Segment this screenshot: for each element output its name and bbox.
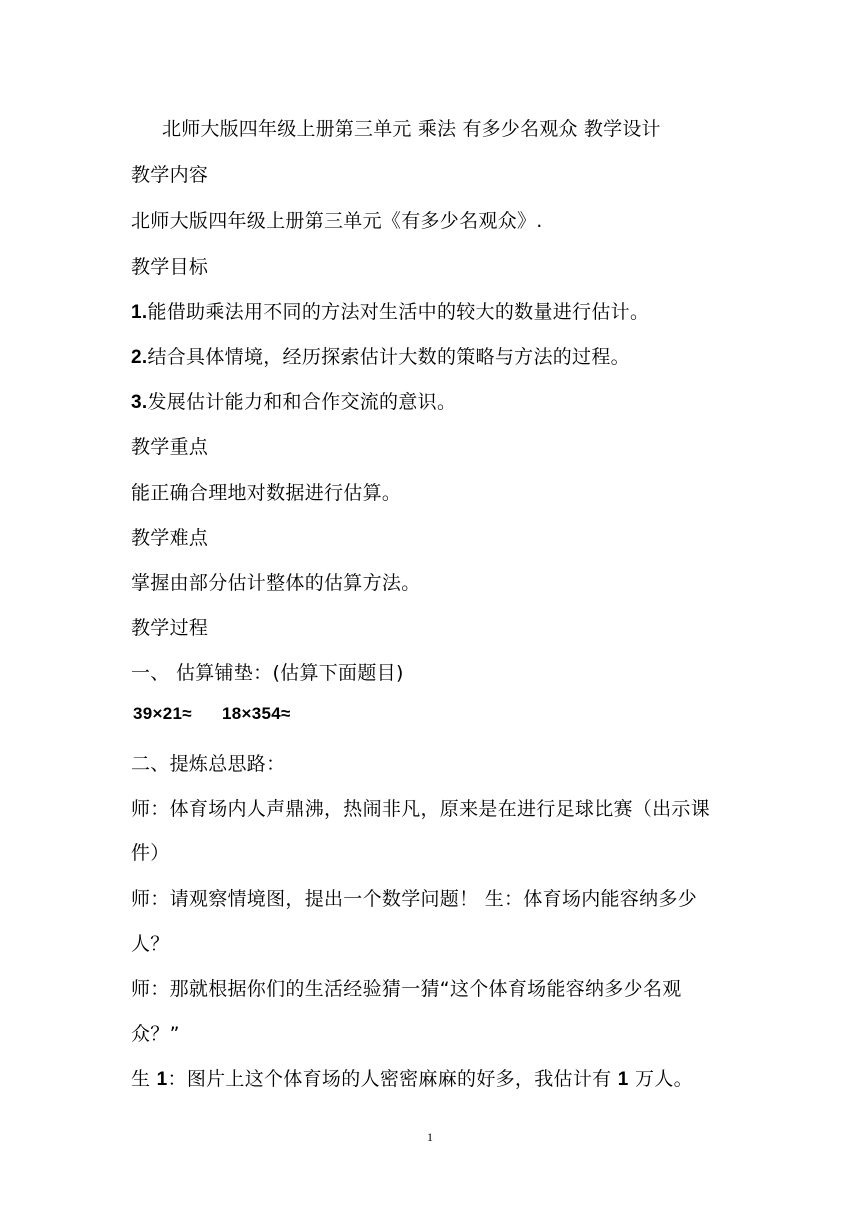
estimate-number: 1 bbox=[617, 1069, 629, 1090]
goal-item bbox=[131, 387, 456, 414]
dialogue-text: 万人。 bbox=[628, 1068, 693, 1090]
page-number: 1 bbox=[427, 1130, 433, 1144]
content-text: 北师大版四年级上册第三单元《有多少名观众》. bbox=[131, 210, 543, 232]
speaker-label: 生 bbox=[131, 1068, 157, 1090]
dialogue-line bbox=[131, 1064, 693, 1091]
section-heading-goals: 教学目标 bbox=[131, 256, 209, 278]
goal-number: 2. bbox=[131, 347, 148, 368]
goal-text: 结合具体情境，经历探索估计大数的策略与方法的过程。 bbox=[147, 346, 630, 368]
key-text: 能正确合理地对数据进行估算。 bbox=[131, 482, 402, 504]
goal-number: 1. bbox=[131, 302, 148, 323]
dialogue-line: 人？ bbox=[131, 933, 170, 955]
section-heading-key: 教学重点 bbox=[131, 436, 209, 458]
goal-item bbox=[131, 342, 630, 369]
dialogue-line: 师：那就根据你们的生活经验猜一猜“这个体育场能容纳多少名观 bbox=[131, 978, 682, 1000]
dialogue-line: 件） bbox=[131, 842, 170, 864]
difficulty-text: 掌握由部分估计整体的估算方法。 bbox=[131, 572, 421, 594]
dialogue-line: 众？” bbox=[131, 1023, 180, 1045]
goal-number: 3. bbox=[131, 392, 148, 413]
section-heading-content: 教学内容 bbox=[131, 164, 209, 186]
estimation-expression: 18×354≈ bbox=[222, 704, 291, 723]
document-title: 北师大版四年级上册第三单元 乘法 有多少名观众 教学设计 bbox=[162, 118, 661, 140]
estimation-expression: 39×21≈ bbox=[133, 704, 192, 723]
goal-text: 发展估计能力和和合作交流的意识。 bbox=[147, 391, 457, 413]
dialogue-line: 师：体育场内人声鼎沸，热闹非凡，原来是在进行足球比赛（出示课 bbox=[131, 798, 711, 820]
step-two: 二、提炼总思路： bbox=[131, 753, 286, 775]
section-heading-difficulty: 教学难点 bbox=[131, 527, 209, 549]
step-one: 一、 估算铺垫：(估算下面题目) bbox=[131, 662, 404, 684]
goal-text: 能借助乘法用不同的方法对生活中的较大的数量进行估计。 bbox=[147, 301, 650, 323]
dialogue-text: ：图片上这个体育场的人密密麻麻的好多，我估计有 bbox=[167, 1068, 618, 1090]
goal-item bbox=[131, 297, 649, 324]
dialogue-line: 师：请观察情境图，提出一个数学问题！ 生：体育场内能容纳多少 bbox=[131, 888, 698, 910]
section-heading-process: 教学过程 bbox=[131, 617, 209, 639]
student-number: 1 bbox=[156, 1069, 168, 1090]
